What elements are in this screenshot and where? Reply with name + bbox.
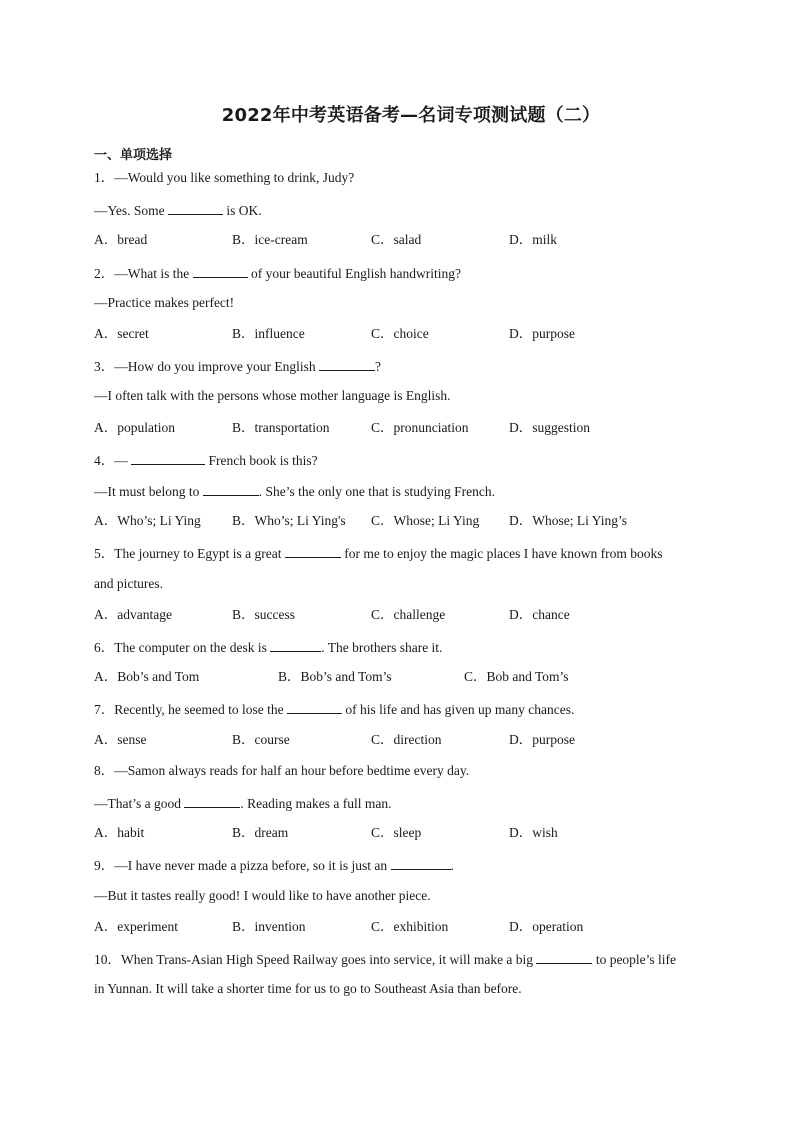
option-b[interactable]: B．ice-cream — [232, 232, 308, 247]
option-b[interactable]: B．success — [232, 607, 295, 622]
question-text: 10．When Trans-Asian High Speed Railway goes into service, it will make a big — [94, 952, 537, 967]
option-a[interactable]: A．experiment — [94, 919, 178, 934]
answer-blank[interactable] — [319, 358, 375, 371]
option-c[interactable]: C．choice — [371, 326, 429, 341]
question-3-line-2 — [94, 389, 451, 403]
option-d[interactable]: D．purpose — [509, 732, 575, 747]
answer-blank[interactable] — [287, 701, 342, 714]
question-text: 2．—What is the — [94, 266, 193, 281]
option-b[interactable]: B．influence — [232, 326, 305, 341]
option-b[interactable]: B．Who’s; Li Ying's — [232, 513, 346, 528]
question-10-line-1 — [94, 951, 676, 967]
answer-blank[interactable] — [391, 857, 451, 870]
option-c[interactable]: C．Bob and Tom’s — [464, 669, 569, 684]
option-b[interactable]: B．Bob’s and Tom’s — [278, 669, 392, 684]
question-text: 9．—I have never made a pizza before, so it is just an — [94, 858, 391, 873]
question-text: 4．— — [94, 453, 132, 468]
question-text: French book is this? — [205, 453, 318, 468]
option-d[interactable]: D．wish — [509, 825, 558, 840]
question-9-line-1 — [94, 857, 454, 873]
question-2-line-2 — [94, 296, 234, 310]
question-text: 7．Recently, he seemed to lose the — [94, 702, 287, 717]
option-d[interactable]: D．suggestion — [509, 420, 590, 435]
option-d[interactable]: D．milk — [509, 232, 558, 247]
option-c[interactable]: C．Whose; Li Ying — [371, 513, 480, 528]
option-b[interactable]: B．invention — [232, 919, 306, 934]
option-b[interactable]: B．course — [232, 732, 290, 747]
question-text: . The brothers share it. — [321, 640, 443, 655]
question-text: is OK. — [223, 203, 262, 218]
page-title: 2022年中考英语备考—名词专项测试题（二） — [221, 105, 601, 126]
option-d[interactable]: D．operation — [509, 919, 584, 934]
question-text: 6．The computer on the desk is — [94, 640, 271, 655]
section-heading: 一、单项选择 — [94, 148, 173, 163]
question-1-line-1 — [94, 171, 354, 185]
option-c[interactable]: C．salad — [371, 232, 422, 247]
question-text: 1．—Would you like something to drink, Judy? — [94, 170, 355, 185]
option-c[interactable]: C．exhibition — [371, 919, 449, 934]
option-c[interactable]: C．direction — [371, 732, 442, 747]
option-c[interactable]: C．pronunciation — [371, 420, 469, 435]
question-text: 8．—Samon always reads for half an hour before bedtime every day. — [94, 763, 470, 778]
option-a[interactable]: A．advantage — [94, 607, 172, 622]
question-2-line-1 — [94, 265, 461, 281]
option-a[interactable]: A．habit — [94, 825, 145, 840]
option-a[interactable]: A．population — [94, 420, 175, 435]
question-10-line-2 — [94, 982, 522, 996]
question-text: of your beautiful English handwriting? — [247, 266, 461, 281]
answer-blank[interactable] — [193, 265, 248, 278]
question-7-line-1 — [94, 701, 574, 717]
answer-blank[interactable] — [131, 452, 205, 465]
option-d[interactable]: D．purpose — [509, 326, 575, 341]
question-4-line-2 — [94, 483, 495, 499]
question-text: —That’s a good — [94, 796, 185, 811]
question-text: of his life and has given up many chances. — [341, 702, 575, 717]
option-c[interactable]: C．challenge — [371, 607, 446, 622]
option-a[interactable]: A．Who’s; Li Ying — [94, 513, 201, 528]
question-text: —Yes. Some — [94, 203, 169, 218]
question-4-line-1 — [94, 452, 318, 468]
question-text: 5．The journey to Egypt is a great — [94, 546, 285, 561]
answer-blank[interactable] — [203, 483, 259, 496]
question-text: and pictures. — [94, 576, 163, 591]
question-5-line-1 — [94, 545, 663, 561]
question-text: —I often talk with the persons whose mother language is English. — [94, 388, 451, 403]
question-text: in Yunnan. It will take a shorter time for us to go to Southeast Asia than before. — [94, 981, 522, 996]
question-text: . — [450, 858, 454, 873]
answer-blank[interactable] — [168, 202, 223, 215]
question-5-line-2 — [94, 577, 163, 591]
answer-blank[interactable] — [270, 639, 321, 652]
answer-blank[interactable] — [184, 795, 240, 808]
option-d[interactable]: D．chance — [509, 607, 570, 622]
question-text: for me to enjoy the magic places I have known from books — [340, 546, 663, 561]
question-text: to people’s life — [592, 952, 677, 967]
question-text: . She’s the only one that is studying French. — [258, 484, 495, 499]
question-8-line-1 — [94, 764, 469, 778]
question-text: —It must belong to — [94, 484, 203, 499]
option-d[interactable]: D．Whose; Li Ying’s — [509, 513, 627, 528]
option-a[interactable]: A．bread — [94, 232, 148, 247]
question-8-line-2 — [94, 795, 391, 811]
answer-blank[interactable] — [285, 545, 341, 558]
question-text: 3．—How do you improve your English — [94, 359, 319, 374]
question-9-line-2 — [94, 889, 431, 903]
option-a[interactable]: A．Bob’s and Tom — [94, 669, 200, 684]
question-6-line-1 — [94, 639, 442, 655]
question-text: —Practice makes perfect! — [94, 295, 235, 310]
option-a[interactable]: A．secret — [94, 326, 149, 341]
question-text: ? — [375, 359, 381, 374]
question-text: —But it tastes really good! I would like to have another piece. — [94, 888, 431, 903]
question-1-line-2 — [94, 202, 262, 218]
option-b[interactable]: B．dream — [232, 825, 289, 840]
option-b[interactable]: B．transportation — [232, 420, 330, 435]
option-c[interactable]: C．sleep — [371, 825, 422, 840]
question-3-line-1 — [94, 358, 381, 374]
question-text: . Reading makes a full man. — [240, 796, 392, 811]
answer-blank[interactable] — [536, 951, 592, 964]
option-a[interactable]: A．sense — [94, 732, 147, 747]
